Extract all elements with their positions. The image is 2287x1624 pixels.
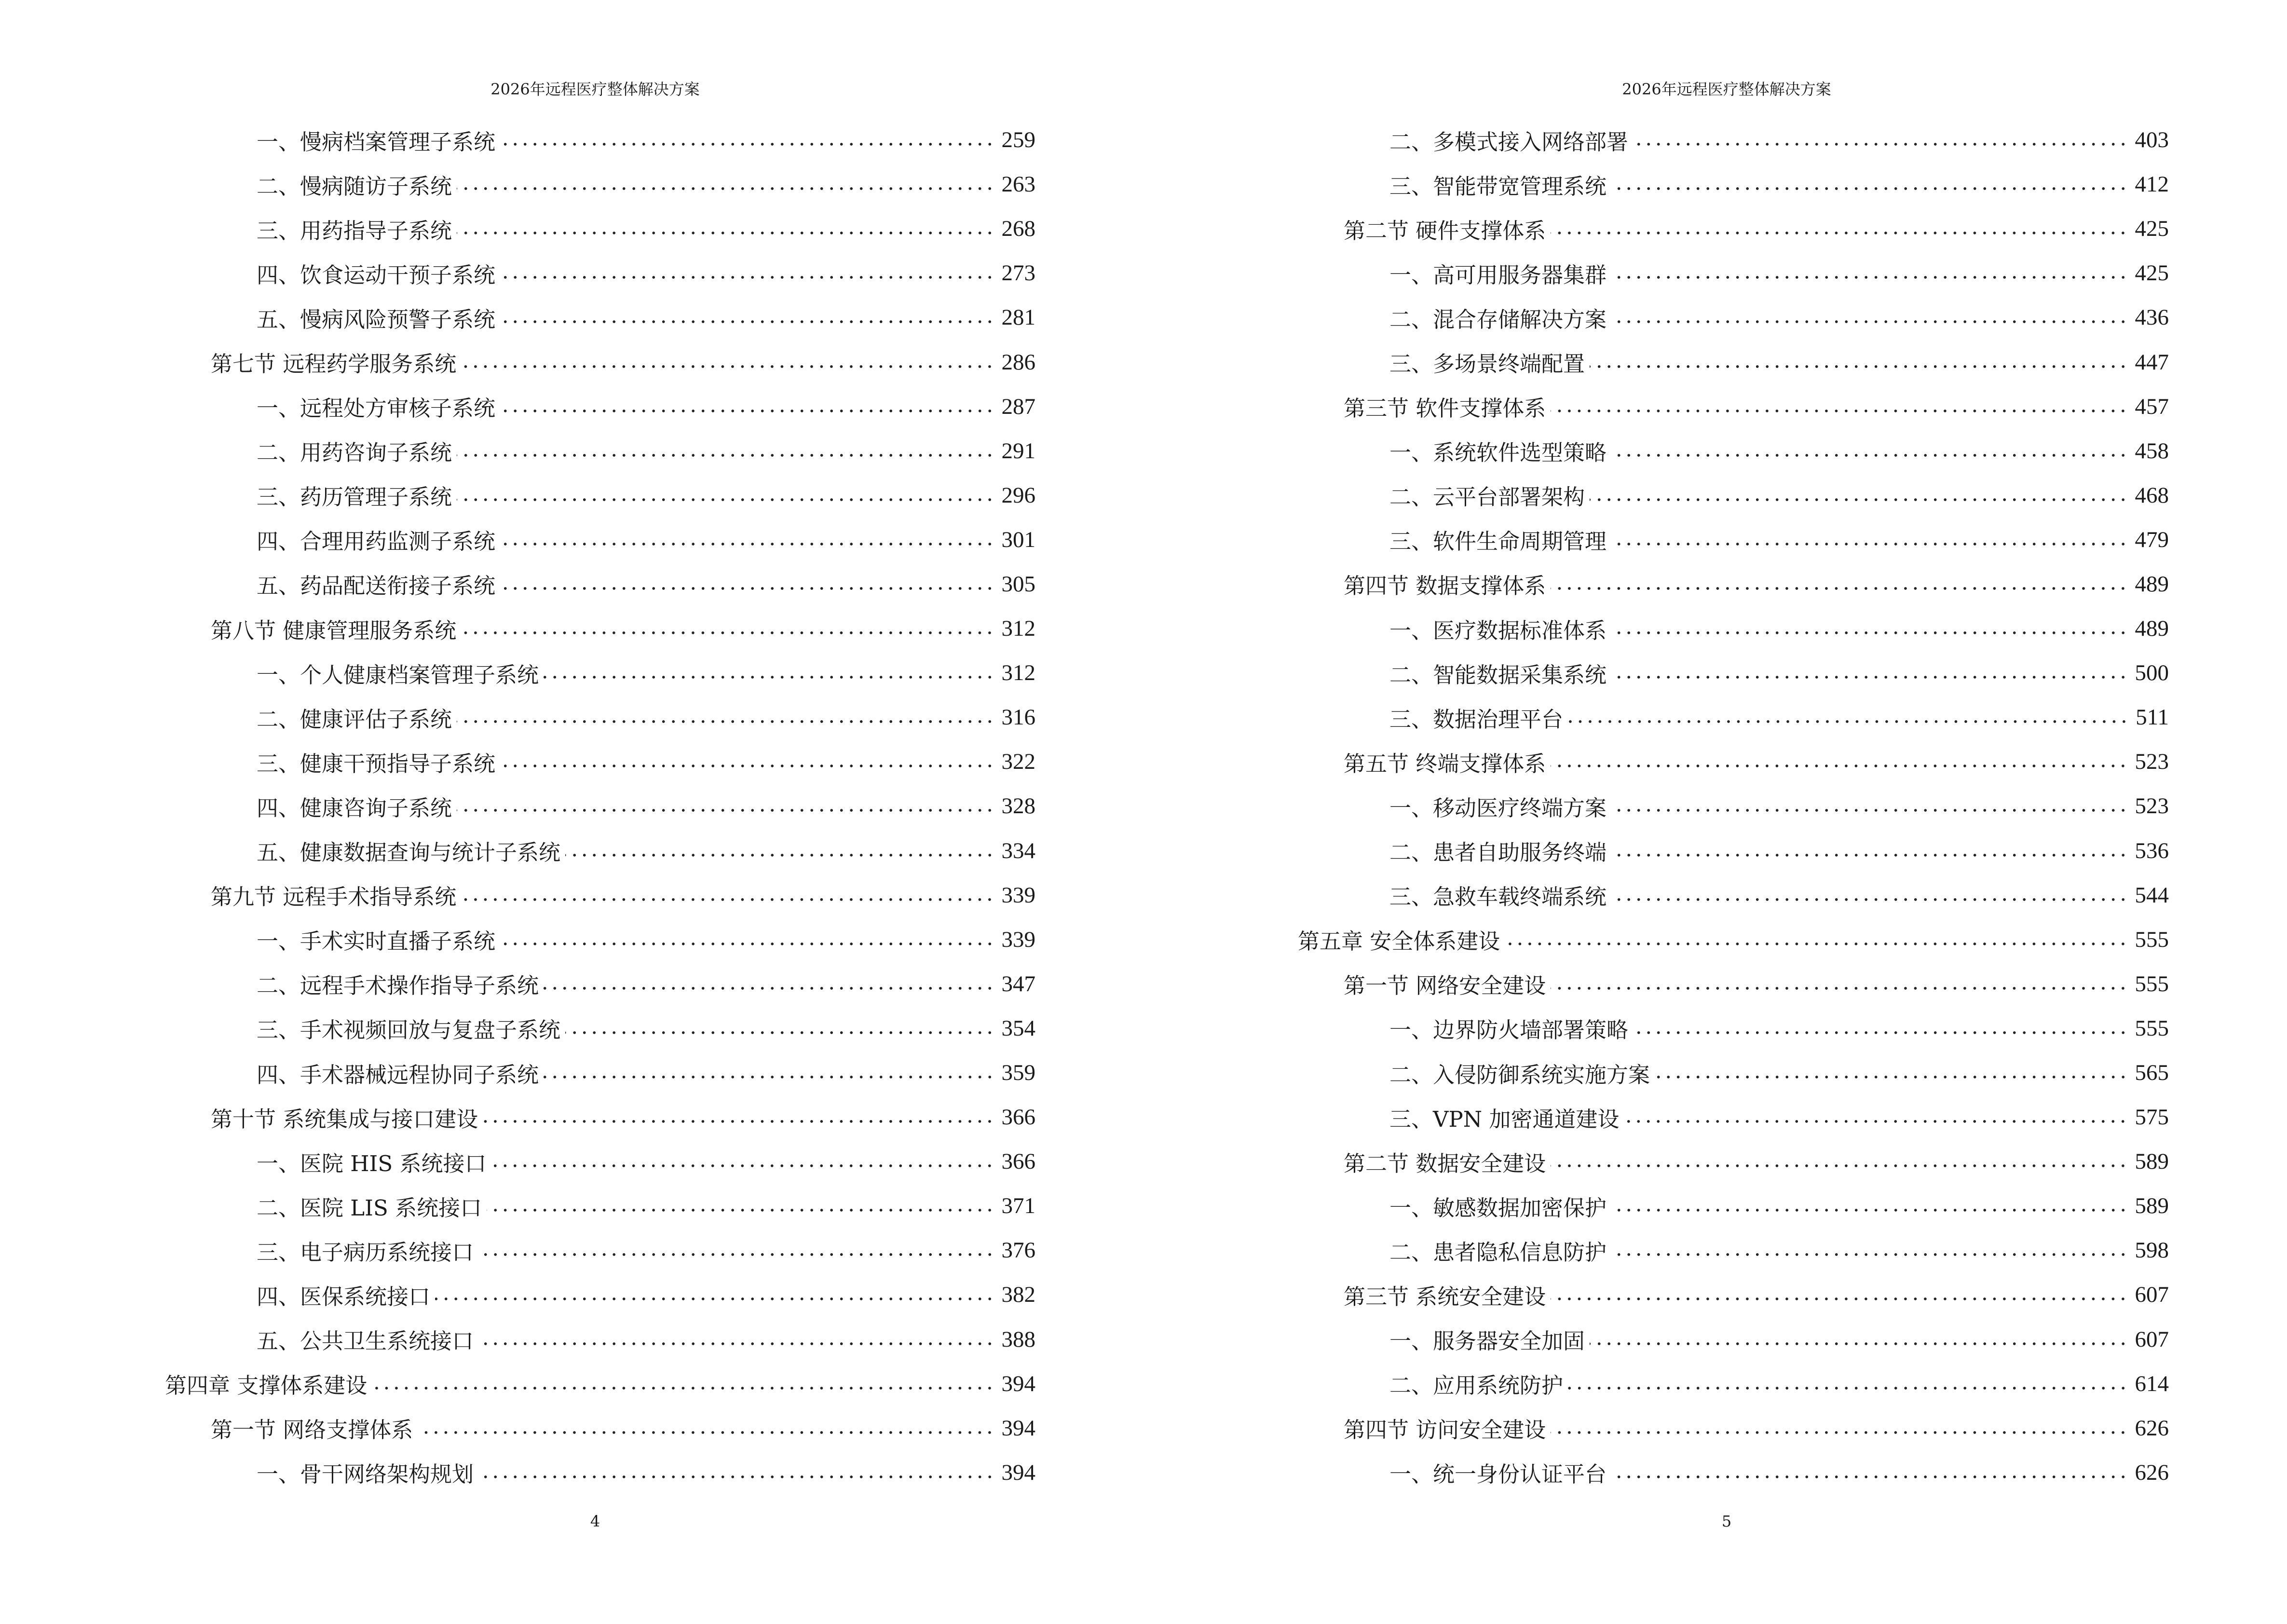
- leader-dots: [544, 1075, 994, 1079]
- toc-list: [165, 118, 1035, 1495]
- toc-entry-title: 第三节 软件支撑体系: [1344, 396, 1546, 422]
- leader-dots: [1568, 1386, 2128, 1390]
- toc-entry-title: 一、慢病档案管理子系统: [257, 129, 496, 155]
- toc-entry-page: 268: [1001, 216, 1035, 242]
- toc-entry-page: 263: [1001, 172, 1035, 197]
- toc-entry[interactable]: [165, 473, 1035, 518]
- leader-dots: [457, 231, 994, 235]
- leader-dots: [1611, 275, 2128, 279]
- toc-entry-page: 259: [1001, 127, 1035, 153]
- toc-entry-title: 第九节 远程手术指导系统: [211, 884, 457, 910]
- toc-entry[interactable]: [1298, 829, 2169, 873]
- running-header: 2026年远程医疗整体解决方案: [490, 80, 700, 98]
- leader-dots: [1590, 1342, 2128, 1346]
- toc-entry[interactable]: [1298, 917, 2169, 962]
- toc-entry-title: 二、远程手术操作指导子系统: [257, 973, 539, 999]
- leader-dots: [1611, 1475, 2128, 1479]
- leader-dots: [565, 1031, 994, 1035]
- toc-entry-page: 312: [1001, 616, 1035, 641]
- leader-dots: [491, 1164, 994, 1168]
- toc-entry[interactable]: [165, 873, 1035, 917]
- toc-entry-page: 626: [2135, 1415, 2169, 1441]
- toc-entry[interactable]: [1298, 251, 2169, 295]
- toc-entry-title: 三、用药指导子系统: [257, 218, 452, 244]
- leader-dots: [500, 320, 994, 324]
- toc-entry[interactable]: [1298, 651, 2169, 695]
- leader-dots: [500, 587, 994, 590]
- leader-dots: [1611, 320, 2128, 324]
- toc-entry-page: 305: [1001, 571, 1035, 597]
- toc-entry[interactable]: [165, 917, 1035, 962]
- leader-dots: [461, 631, 994, 635]
- toc-entry-title: 二、智能数据采集系统: [1389, 662, 1607, 688]
- toc-entry-title: 第四章 支撑体系建设: [165, 1373, 368, 1399]
- toc-entry-title: 四、饮食运动干预子系统: [257, 262, 496, 288]
- toc-entry-page: 511: [2136, 705, 2169, 730]
- toc-entry-title: 二、多模式接入网络部署: [1389, 129, 1629, 155]
- toc-entry-title: 三、数据治理平台: [1389, 706, 1564, 732]
- leader-dots: [1611, 1253, 2128, 1256]
- toc-entry[interactable]: [165, 1006, 1035, 1051]
- toc-entry[interactable]: [1298, 962, 2169, 1006]
- toc-entry[interactable]: [165, 1317, 1035, 1362]
- toc-entry-page: 536: [2135, 838, 2169, 863]
- toc-entry-page: 382: [1001, 1282, 1035, 1308]
- toc-entry[interactable]: [165, 1184, 1035, 1228]
- toc-entry-title: 一、边界防火墙部署策略: [1389, 1017, 1629, 1043]
- toc-entry[interactable]: [1298, 873, 2169, 917]
- toc-entry-page: 301: [1001, 527, 1035, 552]
- toc-entry[interactable]: [1298, 1317, 2169, 1362]
- toc-entry[interactable]: [1298, 118, 2169, 162]
- toc-entry-title: 四、合理用药监测子系统: [257, 529, 496, 555]
- leader-dots: [1551, 1431, 2128, 1434]
- toc-entry[interactable]: [165, 562, 1035, 606]
- toc-entry-title: 三、手术视频回放与复盘子系统: [257, 1017, 561, 1043]
- toc-entry[interactable]: [1298, 206, 2169, 251]
- leader-dots: [435, 1297, 994, 1301]
- toc-entry-page: 626: [2135, 1460, 2169, 1485]
- leader-dots: [1551, 587, 2128, 590]
- leader-dots: [1611, 453, 2128, 457]
- toc-entry-page: 468: [2135, 482, 2169, 508]
- leader-dots: [1590, 498, 2128, 502]
- toc-entry[interactable]: [165, 162, 1035, 206]
- leader-dots: [1611, 808, 2128, 812]
- leader-dots: [1551, 764, 2128, 768]
- toc-entry-page: 425: [2135, 260, 2169, 286]
- leader-dots: [500, 942, 994, 946]
- toc-entry-page: 366: [1001, 1149, 1035, 1174]
- toc-entry-page: 425: [2135, 216, 2169, 242]
- toc-entry-page: 394: [1001, 1415, 1035, 1441]
- toc-entry[interactable]: [165, 429, 1035, 473]
- leader-dots: [1590, 365, 2128, 368]
- toc-entry[interactable]: [165, 1051, 1035, 1095]
- leader-dots: [500, 142, 994, 146]
- leader-dots: [544, 675, 994, 679]
- toc-entry[interactable]: [165, 606, 1035, 651]
- leader-dots: [1611, 853, 2128, 857]
- leader-dots: [457, 808, 994, 812]
- toc-entry-title: 一、远程处方审核子系统: [257, 396, 496, 422]
- toc-entry-title: 一、服务器安全加固: [1389, 1328, 1585, 1354]
- toc-entry-page: 607: [2135, 1282, 2169, 1308]
- toc-entry[interactable]: [165, 295, 1035, 340]
- toc-entry-title: 一、医疗数据标准体系: [1389, 617, 1607, 643]
- page-number: 4: [590, 1512, 600, 1530]
- leader-dots: [478, 1253, 994, 1256]
- leader-dots: [457, 187, 994, 191]
- toc-entry-page: 281: [1001, 305, 1035, 330]
- toc-entry-page: 565: [2135, 1060, 2169, 1086]
- toc-entry[interactable]: [1298, 1362, 2169, 1406]
- leader-dots: [1633, 142, 2128, 146]
- leader-dots: [1568, 720, 2129, 723]
- toc-entry-title: 四、手术器械远程协同子系统: [257, 1062, 539, 1088]
- toc-entry[interactable]: [1298, 295, 2169, 340]
- toc-entry[interactable]: [1298, 1095, 2169, 1139]
- toc-entry[interactable]: [1298, 1184, 2169, 1228]
- toc-entry-page: 575: [2135, 1105, 2169, 1130]
- toc-entry-title: 四、医保系统接口: [257, 1283, 431, 1310]
- toc-entry-title: 一、系统软件选型策略: [1389, 440, 1607, 466]
- toc-entry[interactable]: [1298, 1051, 2169, 1095]
- toc-entry-title: 二、患者自助服务终端: [1389, 840, 1607, 866]
- leader-dots: [1551, 1164, 2128, 1168]
- toc-entry[interactable]: [1298, 340, 2169, 384]
- toc-entry-page: 489: [2135, 571, 2169, 597]
- toc-entry-title: 第五节 终端支撑体系: [1344, 751, 1546, 777]
- toc-entry[interactable]: [1298, 1406, 2169, 1450]
- leader-dots: [1611, 187, 2128, 191]
- toc-entry[interactable]: [1298, 739, 2169, 784]
- running-header: 2026年远程医疗整体解决方案: [1622, 80, 1831, 98]
- toc-entry[interactable]: [165, 384, 1035, 429]
- toc-entry-page: 447: [2135, 349, 2169, 375]
- toc-entry[interactable]: [165, 340, 1035, 384]
- toc-entry-title: 二、入侵防御系统实施方案: [1389, 1062, 1650, 1088]
- toc-entry-page: 354: [1001, 1015, 1035, 1041]
- toc-entry-title: 第八节 健康管理服务系统: [211, 617, 457, 643]
- leader-dots: [1655, 1075, 2128, 1079]
- toc-entry[interactable]: [165, 251, 1035, 295]
- toc-entry[interactable]: [1298, 429, 2169, 473]
- toc-entry[interactable]: [1298, 1450, 2169, 1495]
- toc-list: [1298, 118, 2169, 1495]
- leader-dots: [372, 1386, 994, 1390]
- toc-entry-page: 339: [1001, 927, 1035, 952]
- leader-dots: [500, 542, 994, 546]
- toc-entry-title: 一、医院 HIS 系统接口: [257, 1150, 487, 1176]
- toc-entry[interactable]: [1298, 473, 2169, 518]
- toc-entry-page: 489: [2135, 616, 2169, 641]
- toc-entry[interactable]: [1298, 1139, 2169, 1184]
- toc-entry-title: 第一节 网络支撑体系: [211, 1417, 413, 1443]
- toc-entry[interactable]: [165, 784, 1035, 828]
- leader-dots: [457, 720, 994, 723]
- toc-entry[interactable]: [165, 1450, 1035, 1495]
- toc-entry-page: 287: [1001, 394, 1035, 419]
- leader-dots: [478, 1475, 994, 1479]
- toc-entry[interactable]: [165, 739, 1035, 784]
- leader-dots: [1551, 986, 2128, 990]
- leader-dots: [500, 764, 994, 768]
- toc-entry-title: 二、医院 LIS 系统接口: [257, 1195, 482, 1221]
- toc-entry[interactable]: [165, 1272, 1035, 1317]
- leader-dots: [500, 275, 994, 279]
- toc-entry-page: 347: [1001, 971, 1035, 996]
- toc-entry-page: 589: [2135, 1149, 2169, 1174]
- leader-dots: [1611, 542, 2128, 546]
- toc-entry-page: 394: [1001, 1460, 1035, 1485]
- toc-entry-page: 286: [1001, 349, 1035, 375]
- leader-dots: [457, 498, 994, 502]
- toc-entry[interactable]: [165, 118, 1035, 162]
- toc-entry-title: 第二节 数据安全建设: [1344, 1150, 1546, 1176]
- toc-entry-page: 339: [1001, 882, 1035, 908]
- toc-entry[interactable]: [1298, 606, 2169, 651]
- leader-dots: [544, 986, 994, 990]
- toc-entry-title: 一、骨干网络架构规划: [257, 1461, 474, 1488]
- toc-entry[interactable]: [1298, 384, 2169, 429]
- toc-entry[interactable]: [165, 1362, 1035, 1406]
- toc-entry-page: 555: [2135, 1015, 2169, 1041]
- toc-entry-title: 第二节 硬件支撑体系: [1344, 218, 1546, 244]
- toc-entry[interactable]: [1298, 518, 2169, 562]
- toc-entry-page: 500: [2135, 660, 2169, 686]
- leader-dots: [478, 1342, 994, 1346]
- toc-entry-title: 三、VPN 加密通道建设: [1389, 1106, 1620, 1132]
- page-right: [1144, 0, 2287, 1624]
- toc-entry-page: 371: [1001, 1193, 1035, 1219]
- toc-entry-page: 394: [1001, 1371, 1035, 1396]
- toc-entry-title: 一、统一身份认证平台: [1389, 1461, 1607, 1488]
- toc-entry-page: 359: [1001, 1060, 1035, 1086]
- toc-entry[interactable]: [1298, 562, 2169, 606]
- toc-entry[interactable]: [1298, 784, 2169, 828]
- toc-entry-title: 五、慢病风险预警子系统: [257, 306, 496, 332]
- toc-entry-page: 555: [2135, 927, 2169, 952]
- toc-entry-page: 479: [2135, 527, 2169, 552]
- toc-entry-title: 第十节 系统集成与接口建设: [211, 1106, 478, 1132]
- toc-entry-page: 366: [1001, 1105, 1035, 1130]
- toc-entry-title: 二、用药咨询子系统: [257, 440, 452, 466]
- leader-dots: [1624, 1119, 2128, 1123]
- toc-entry-title: 三、药历管理子系统: [257, 484, 452, 510]
- leader-dots: [1611, 898, 2128, 901]
- toc-entry-title: 一、敏感数据加密保护: [1389, 1195, 1607, 1221]
- toc-entry-page: 334: [1001, 838, 1035, 863]
- leader-dots: [461, 898, 994, 901]
- toc-entry-title: 三、多场景终端配置: [1389, 351, 1585, 377]
- toc-entry-page: 322: [1001, 749, 1035, 775]
- toc-entry[interactable]: [165, 651, 1035, 695]
- toc-entry-page: 523: [2135, 793, 2169, 819]
- toc-entry-title: 第一节 网络安全建设: [1344, 973, 1546, 999]
- toc-entry-page: 544: [2135, 882, 2169, 908]
- leader-dots: [1633, 1031, 2128, 1035]
- toc-entry-page: 555: [2135, 971, 2169, 996]
- toc-entry-title: 第五章 安全体系建设: [1298, 928, 1500, 955]
- toc-entry-page: 273: [1001, 260, 1035, 286]
- toc-entry-title: 五、健康数据查询与统计子系统: [257, 840, 561, 866]
- toc-entry[interactable]: [1298, 695, 2169, 739]
- leader-dots: [1551, 231, 2128, 235]
- toc-entry-page: 523: [2135, 749, 2169, 775]
- leader-dots: [487, 1208, 994, 1212]
- leader-dots: [565, 853, 994, 857]
- toc-entry-title: 二、慢病随访子系统: [257, 173, 452, 199]
- leader-dots: [1551, 409, 2128, 413]
- toc-entry-page: 316: [1001, 705, 1035, 730]
- toc-entry-page: 312: [1001, 660, 1035, 686]
- toc-entry[interactable]: [165, 1139, 1035, 1184]
- toc-entry-page: 291: [1001, 438, 1035, 464]
- toc-entry[interactable]: [165, 1095, 1035, 1139]
- leader-dots: [418, 1431, 994, 1434]
- leader-dots: [1611, 675, 2128, 679]
- toc-entry-page: 614: [2135, 1371, 2169, 1396]
- toc-entry-title: 第七节 远程药学服务系统: [211, 351, 457, 377]
- toc-entry-page: 598: [2135, 1238, 2169, 1263]
- toc-entry-page: 457: [2135, 394, 2169, 419]
- leader-dots: [1505, 942, 2128, 946]
- toc-entry[interactable]: [165, 518, 1035, 562]
- toc-entry-title: 二、健康评估子系统: [257, 706, 452, 732]
- toc-entry-title: 四、健康咨询子系统: [257, 795, 452, 821]
- toc-entry-page: 607: [2135, 1326, 2169, 1352]
- toc-entry-page: 589: [2135, 1193, 2169, 1219]
- toc-entry-title: 一、移动医疗终端方案: [1389, 795, 1607, 821]
- toc-entry-title: 三、健康干预指导子系统: [257, 751, 496, 777]
- toc-entry-title: 五、药品配送衔接子系统: [257, 573, 496, 599]
- toc-entry-title: 二、应用系统防护: [1389, 1373, 1564, 1399]
- page-number: 5: [1721, 1512, 1732, 1530]
- toc-entry[interactable]: [1298, 162, 2169, 206]
- toc-entry-title: 三、急救车载终端系统: [1389, 884, 1607, 910]
- toc-entry[interactable]: [165, 206, 1035, 251]
- toc-entry-title: 第四节 访问安全建设: [1344, 1417, 1546, 1443]
- toc-entry[interactable]: [165, 1406, 1035, 1450]
- toc-entry-page: 296: [1001, 482, 1035, 508]
- toc-entry-title: 三、智能带宽管理系统: [1389, 173, 1607, 199]
- toc-entry-page: 388: [1001, 1326, 1035, 1352]
- toc-entry-page: 436: [2135, 305, 2169, 330]
- toc-entry[interactable]: [165, 695, 1035, 739]
- leader-dots: [457, 453, 994, 457]
- toc-entry[interactable]: [165, 1228, 1035, 1272]
- toc-entry-title: 三、电子病历系统接口: [257, 1239, 474, 1265]
- toc-entry-title: 五、公共卫生系统接口: [257, 1328, 474, 1354]
- toc-entry-title: 一、高可用服务器集群: [1389, 262, 1607, 288]
- toc-entry-title: 二、云平台部署架构: [1389, 484, 1585, 510]
- toc-entry-page: 376: [1001, 1238, 1035, 1263]
- toc-entry-title: 一、个人健康档案管理子系统: [257, 662, 539, 688]
- leader-dots: [1611, 1208, 2128, 1212]
- toc-entry-title: 一、手术实时直播子系统: [257, 928, 496, 955]
- toc-entry[interactable]: [1298, 1228, 2169, 1272]
- toc-entry[interactable]: [165, 829, 1035, 873]
- toc-entry[interactable]: [165, 962, 1035, 1006]
- toc-entry[interactable]: [1298, 1006, 2169, 1051]
- leader-dots: [461, 365, 994, 368]
- leader-dots: [1611, 631, 2128, 635]
- toc-entry-title: 第四节 数据支撑体系: [1344, 573, 1546, 599]
- toc-entry-page: 328: [1001, 793, 1035, 819]
- toc-entry-title: 第三节 系统安全建设: [1344, 1283, 1546, 1310]
- toc-entry-page: 403: [2135, 127, 2169, 153]
- toc-entry-page: 412: [2135, 172, 2169, 197]
- toc-entry-title: 二、患者隐私信息防护: [1389, 1239, 1607, 1265]
- toc-entry[interactable]: [1298, 1272, 2169, 1317]
- toc-entry-page: 458: [2135, 438, 2169, 464]
- toc-entry-title: 三、软件生命周期管理: [1389, 529, 1607, 555]
- leader-dots: [483, 1119, 994, 1123]
- leader-dots: [500, 409, 994, 413]
- leader-dots: [1551, 1297, 2128, 1301]
- toc-entry-title: 二、混合存储解决方案: [1389, 306, 1607, 332]
